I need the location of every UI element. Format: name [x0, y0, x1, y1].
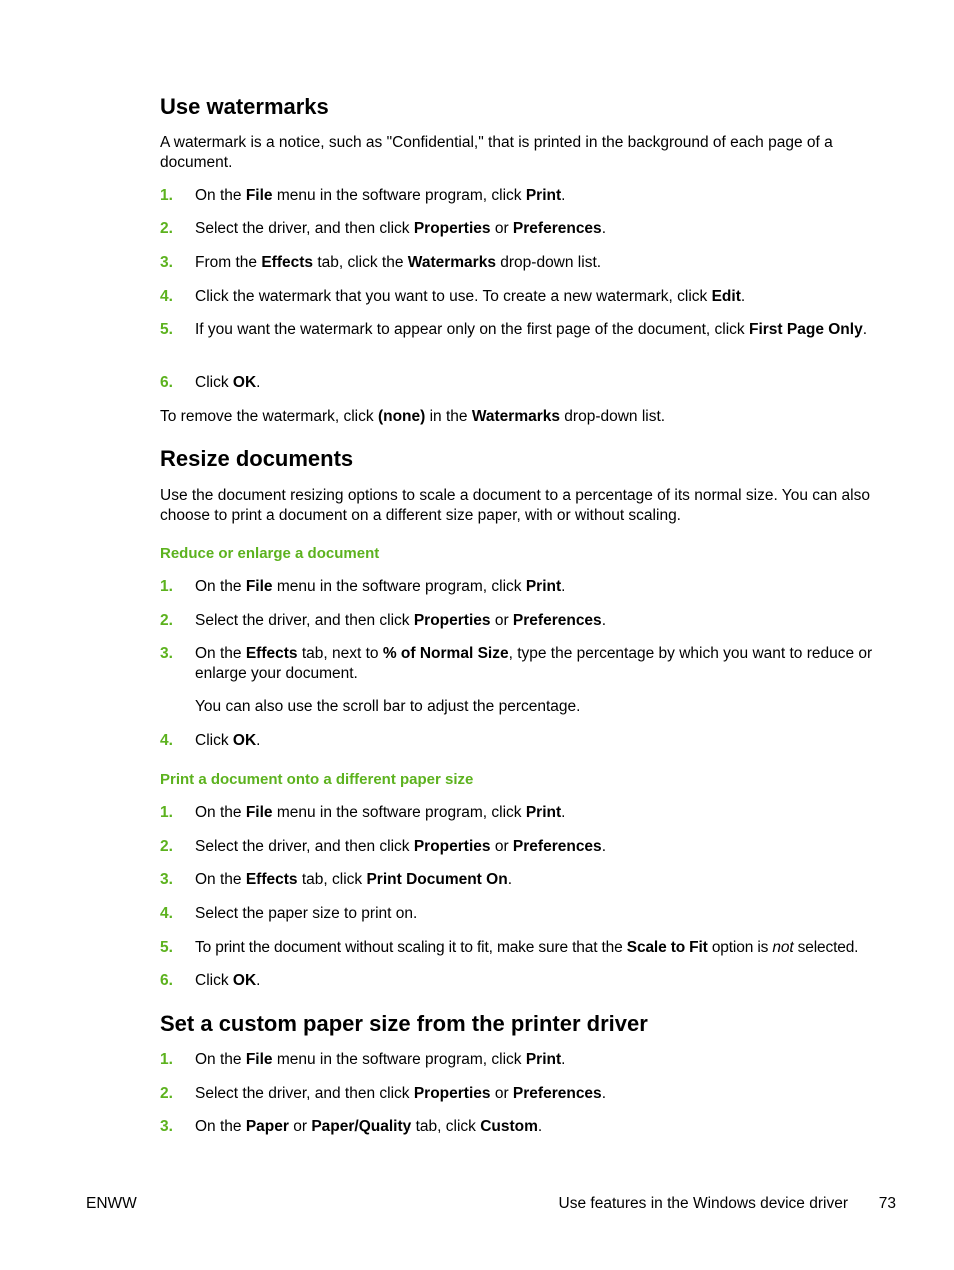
resize-intro: Use the document resizing options to scale a document to a percentage of its normal size. You can also choose to print a document on a different size paper, with or without scaling.: [160, 487, 870, 524]
step-number: 2.: [160, 1085, 173, 1102]
watermarks-outro: To remove the watermark, click (none) in the Watermarks drop-down list.: [160, 408, 666, 425]
step-number: 2.: [160, 220, 173, 237]
watermarks-intro: A watermark is a notice, such as "Confidential," that is printed in the background of each page of a document.: [160, 134, 833, 171]
step-text: Select the driver, and then click Properties or Preferences.: [195, 220, 606, 237]
step-number: 4.: [160, 732, 173, 749]
step-text: On the Paper or Paper/Quality tab, click Custom.: [195, 1118, 543, 1135]
step-number: 3.: [160, 1118, 173, 1135]
page-number: 73: [878, 1195, 896, 1212]
step-text: Select the driver, and then click Properties or Preferences.: [195, 1085, 606, 1102]
step-note: You can also use the scroll bar to adjust the percentage.: [195, 698, 581, 715]
step-number: 6.: [160, 972, 173, 989]
step-text: On the File menu in the software program, click Print.: [195, 578, 566, 595]
step-text: Click OK.: [195, 732, 261, 749]
step-text: To print the document without scaling it to fit, make sure that the Scale to Fit option is not selected.: [195, 939, 859, 956]
section-heading-resize: Resize documents: [160, 446, 354, 471]
step-text: Select the driver, and then click Properties or Preferences.: [195, 612, 606, 629]
step-text: Select the driver, and then click Properties or Preferences.: [195, 838, 606, 855]
section-heading-custom-paper: Set a custom paper size from the printer driver: [160, 1011, 648, 1036]
step-number: 5.: [160, 939, 173, 956]
subsection-heading-different-paper: Print a document onto a different paper size: [160, 771, 474, 788]
step-number: 4.: [160, 288, 173, 305]
step-number: 4.: [160, 905, 173, 922]
step-number: 2.: [160, 612, 173, 629]
step-text: Click OK.: [195, 374, 261, 391]
step-number: 6.: [160, 374, 173, 391]
step-text: On the File menu in the software program, click Print.: [195, 187, 566, 204]
step-text: From the Effects tab, click the Watermarks drop-down list.: [195, 254, 602, 271]
step-number: 3.: [160, 871, 173, 888]
step-number: 3.: [160, 645, 173, 662]
step-number: 1.: [160, 1051, 173, 1068]
step-number: 2.: [160, 838, 173, 855]
section-heading-watermarks: Use watermarks: [160, 94, 329, 119]
step-number: 1.: [160, 578, 173, 595]
step-number: 5.: [160, 321, 173, 338]
step-text: Select the paper size to print on.: [195, 905, 418, 922]
step-number: 3.: [160, 254, 173, 271]
step-text: Click the watermark that you want to use. To create a new watermark, click Edit.: [195, 288, 746, 305]
step-text: On the File menu in the software program, click Print.: [195, 1051, 566, 1068]
step-text: On the Effects tab, click Print Document On.: [195, 871, 512, 888]
step-number: 1.: [160, 187, 173, 204]
step-text: On the Effects tab, next to % of Normal Size, type the percentage by which you want to reduce or enlarge your document.: [195, 645, 873, 682]
footer-chapter-title: Use features in the Windows device driver: [558, 1195, 848, 1212]
footer-left-label: ENWW: [86, 1195, 137, 1212]
step-number: 1.: [160, 804, 173, 821]
step-text: If you want the watermark to appear only on the first page of the document, click First Page Only.: [195, 321, 868, 338]
subsection-heading-reduce: Reduce or enlarge a document: [160, 545, 380, 562]
step-text: Click OK.: [195, 972, 261, 989]
step-text: On the File menu in the software program, click Print.: [195, 804, 566, 821]
